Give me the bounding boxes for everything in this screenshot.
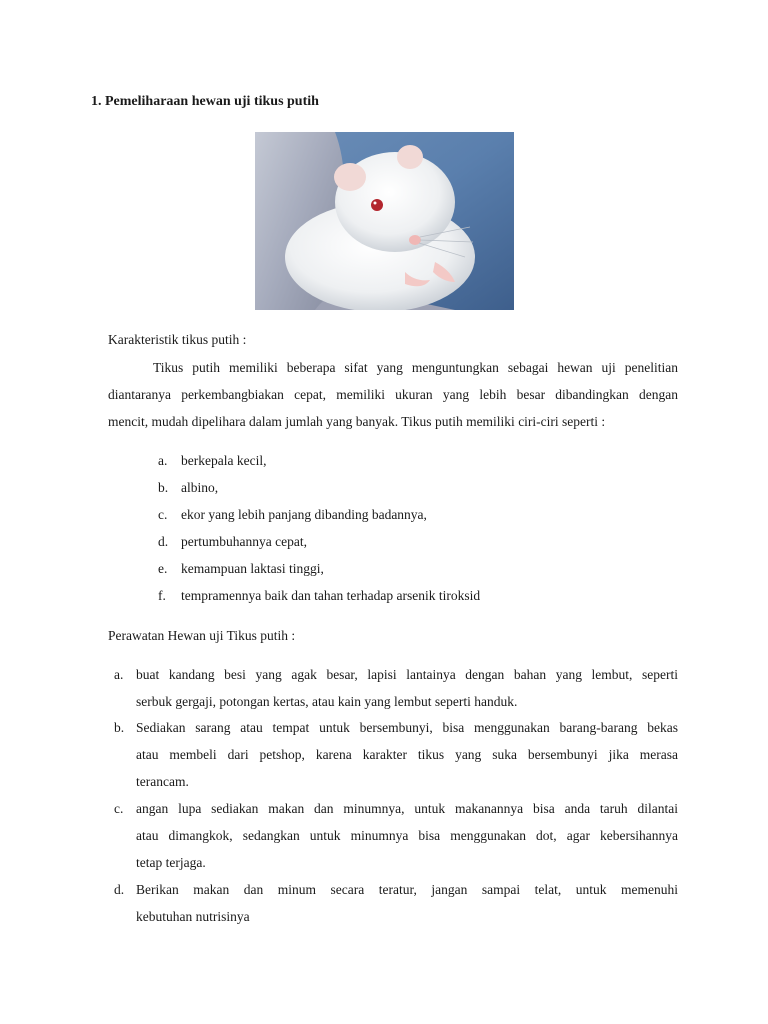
list-item: c. ekor yang lebih panjang dibanding badannya, <box>158 507 427 522</box>
rat-photo <box>255 132 514 310</box>
intro-line-3: mencit, mudah dipelihara dalam jumlah yang banyak. Tikus putih memiliki ciri-ciri seperti : <box>108 414 606 429</box>
intro-line-1: Tikus putih memiliki beberapa sifat yang menguntungkan sebagai hewan uji penelitian <box>153 360 678 375</box>
list-item: d. pertumbuhannya cepat, <box>158 534 307 549</box>
rat-eye <box>371 199 383 211</box>
page-heading: 1. Pemeliharaan hewan uji tikus putih <box>91 94 319 109</box>
list-item: b. albino, <box>158 480 219 495</box>
rat-nose <box>409 235 421 245</box>
list-item: e. kemampuan laktasi tinggi, <box>158 561 324 576</box>
intro-line-2: diantaranya perkembangbiakan cepat, memiliki ukuran yang lebih besar dibandingkan dengan <box>108 387 678 402</box>
rat-ear-right <box>397 145 423 169</box>
perawatan-label: Perawatan Hewan uji Tikus putih : <box>108 628 296 643</box>
list-item: a. berkepala kecil, <box>158 453 267 468</box>
karakteristik-label: Karakteristik tikus putih : <box>108 332 247 347</box>
list-item: f. tempramennya baik dan tahan terhadap arsenik tiroksid <box>158 588 481 603</box>
intro-paragraph <box>108 354 678 435</box>
rat-ear-left <box>334 163 366 191</box>
